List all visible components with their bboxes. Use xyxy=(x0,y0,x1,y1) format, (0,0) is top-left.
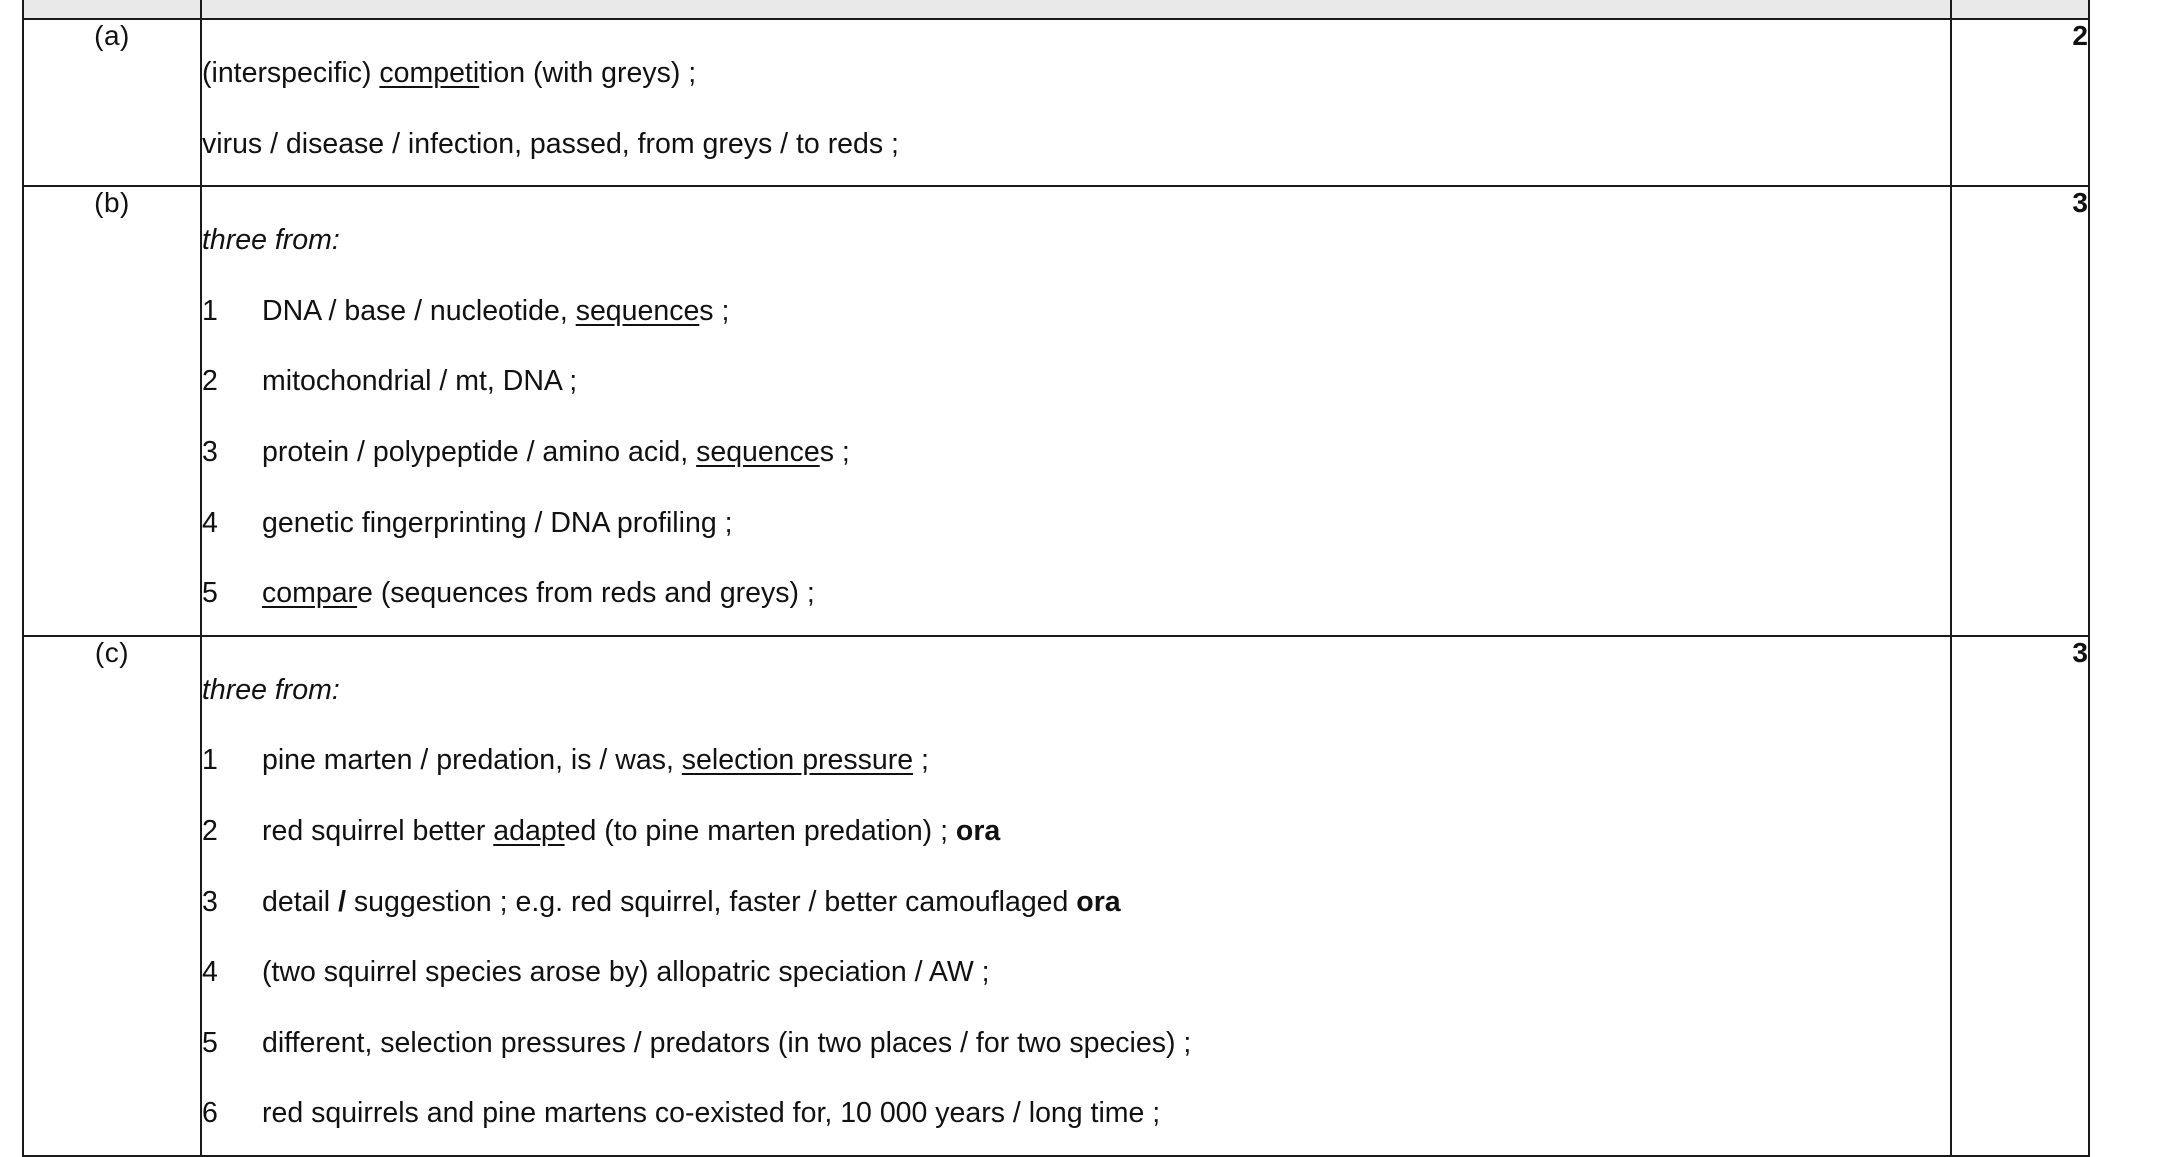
answer-cell xyxy=(201,636,1951,1156)
answer-point: 5 different, selection pressures / predators (in two places / for two species) ; xyxy=(202,1026,1192,1059)
answer-cell xyxy=(201,19,1951,186)
part-label: (a) xyxy=(23,19,201,186)
header-cell-answer xyxy=(201,0,1951,19)
answer-point: 3 protein / polypeptide / amino acid, sequences ; xyxy=(202,435,850,468)
part-label: (c) xyxy=(23,636,201,1156)
answer-point: 1 pine marten / predation, is / was, selection pressure ; xyxy=(202,744,929,777)
answer-point: 3 detail / suggestion ; e.g. red squirrel, faster / better camouflaged ora xyxy=(202,885,1121,918)
answer-heading: three from: xyxy=(202,673,340,706)
answer-heading: three from: xyxy=(202,224,340,257)
header-cell-part xyxy=(23,0,201,19)
table-row-part-b xyxy=(23,186,2089,636)
table-row-part-c xyxy=(23,636,2089,1156)
answer-point: 1 DNA / base / nucleotide, sequences ; xyxy=(202,294,730,327)
part-label: (b) xyxy=(23,186,201,636)
marks-value: 3 xyxy=(1951,186,2089,636)
header-cell-marks xyxy=(1951,0,2089,19)
answer-line: (interspecific) competition (with greys) ; xyxy=(202,57,697,89)
marks-value: 3 xyxy=(1951,636,2089,1156)
answer-point: 2 mitochondrial / mt, DNA ; xyxy=(202,365,578,398)
answer-point: 6 red squirrels and pine martens co-existed for, 10 000 years / long time ; xyxy=(202,1097,1161,1130)
answer-point: 4 genetic fingerprinting / DNA profiling ; xyxy=(202,506,733,539)
answer-cell xyxy=(201,186,1951,636)
answer-point: 4 (two squirrel species arose by) allopatric speciation / AW ; xyxy=(202,956,990,989)
marks-value: 2 xyxy=(1951,19,2089,186)
mark-scheme-table xyxy=(22,0,2090,1157)
table-row-part-a xyxy=(23,19,2089,186)
table-header-strip xyxy=(23,0,2089,19)
answer-point: 2 red squirrel better adapted (to pine marten predation) ; ora xyxy=(202,814,1001,847)
answer-line: virus / disease / infection, passed, from greys / to reds ; xyxy=(202,127,899,160)
answer-point: 5 compare (sequences from reds and greys) ; xyxy=(202,577,815,610)
